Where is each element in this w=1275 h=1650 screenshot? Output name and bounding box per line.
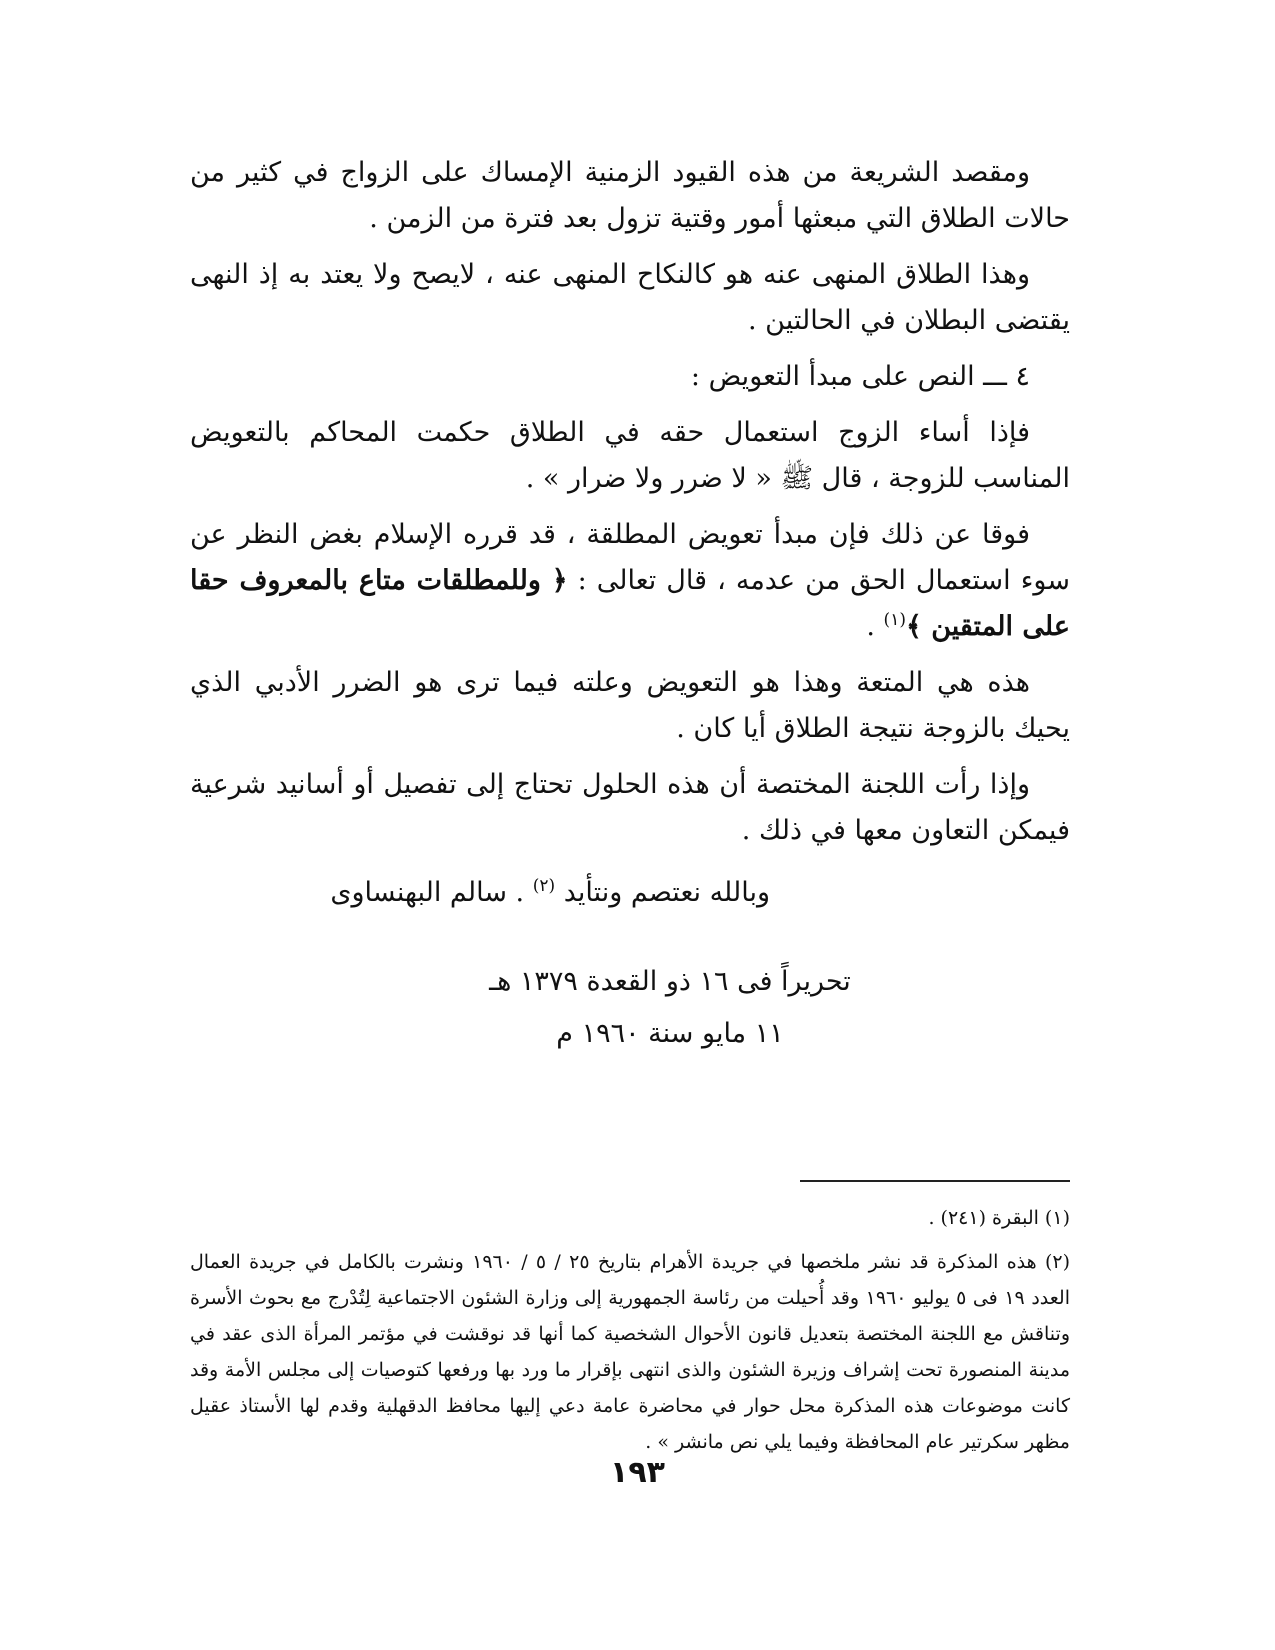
section-heading: ٤ ـــ النص على مبدأ التعويض :	[690, 361, 1030, 392]
paragraph-2: وهذا الطلاق المنهى عنه هو كالنكاح المنهى عنه ، لايصح ولا يعتد به إذ النهى يقتضى البطلان في الحالتين .	[190, 259, 1070, 336]
page-body	[190, 150, 1070, 1060]
date-gregorian: ١١ مايو سنة ١٩٦٠ م	[556, 1018, 784, 1049]
paragraph-4-intro: فوقا عن ذلك فإن مبدأ تعويض المطلقة ، قد قرره الإسلام بغض النظر عن سوء استعمال الحق من عدمه ، قال تعالى :	[190, 519, 1070, 596]
signature-name: . سالم البهنساوى	[330, 877, 533, 908]
page-number: ١٩٣	[610, 1455, 665, 1490]
paragraph-6: وإذا رأت اللجنة المختصة أن هذه الحلول تحتاج إلى تفصيل أو أسانيد شرعية فيمكن التعاون معها في ذلك .	[190, 769, 1070, 846]
paragraph-3: فإذا أساء الزوج استعمال حقه في الطلاق حكمت المحاكم بالتعويض المناسب للزوجة ، قال ﷺ « لا ضرر ولا ضرار » .	[190, 417, 1070, 494]
footnote-divider	[800, 1180, 1070, 1182]
paragraph-1: ومقصد الشريعة من هذه القيود الزمنية الإمساك على الزواج في كثير من حالات الطلاق التي مبعثها أمور وقتية تزول بعد فترة من الزمن .	[190, 157, 1070, 234]
quran-quote: ﴿ وللمطلقات متاع بالمعروف حقا على المتقين ﴾	[190, 565, 1070, 642]
paragraph-4	[190, 512, 1070, 650]
date-hijri: تحريراً فى ١٦ ذو القعدة ١٣٧٩ هـ	[489, 966, 851, 997]
footnote-1: (١) البقرة (٢٤١) .	[928, 1207, 1070, 1229]
date-block	[190, 956, 1070, 1060]
footnotes	[190, 1180, 1070, 1468]
paragraph-5: هذه هي المتعة وهذا هو التعويض وعلته فيما ترى هو الضرر الأدبي الذي يحيك بالزوجة نتيجة الطلاق أيا كان .	[190, 667, 1070, 744]
signature-text: وبالله نعتصم ونتأيد	[555, 877, 770, 908]
signature-line	[190, 870, 1070, 916]
footnote-ref-1: (١)	[883, 610, 906, 630]
footnote-ref-2: (٢)	[532, 876, 556, 896]
paragraph-4-end: .	[866, 611, 884, 642]
footnote-2: (٢) هذه المذكرة قد نشر ملخصها في جريدة الأهرام بتاريخ ٢٥ / ٥ / ١٩٦٠ ونشرت بالكامل في جريدة العمال العدد ١٩ فى ٥ يوليو ١٩٦٠ وقد أُحيلت من رئاسة الجمهورية إلى وزارة الشئون الاجتماعية لِتُدْرج مع بحوث الأسرة وتناقش مع اللجنة المختصة بتعديل قانون الأحوال الشخصية كما أنها قد نوقشت في مؤتمر المرأة الذى عقد في مدينة المنصورة تحت إشراف وزيرة الشئون والذى انتهى بإقرار ما ورد بها ورفعها كتوصيات إلى مجلس الأمة وقد كانت موضوعات هذه المذكرة محل حوار في محاضرة عامة دعي إليها محافظ الدقهلية وقدم لها الأستاذ عقيل مظهر سكرتير عام المحافظة وفيما يلي نص مانشر » .	[190, 1251, 1071, 1453]
